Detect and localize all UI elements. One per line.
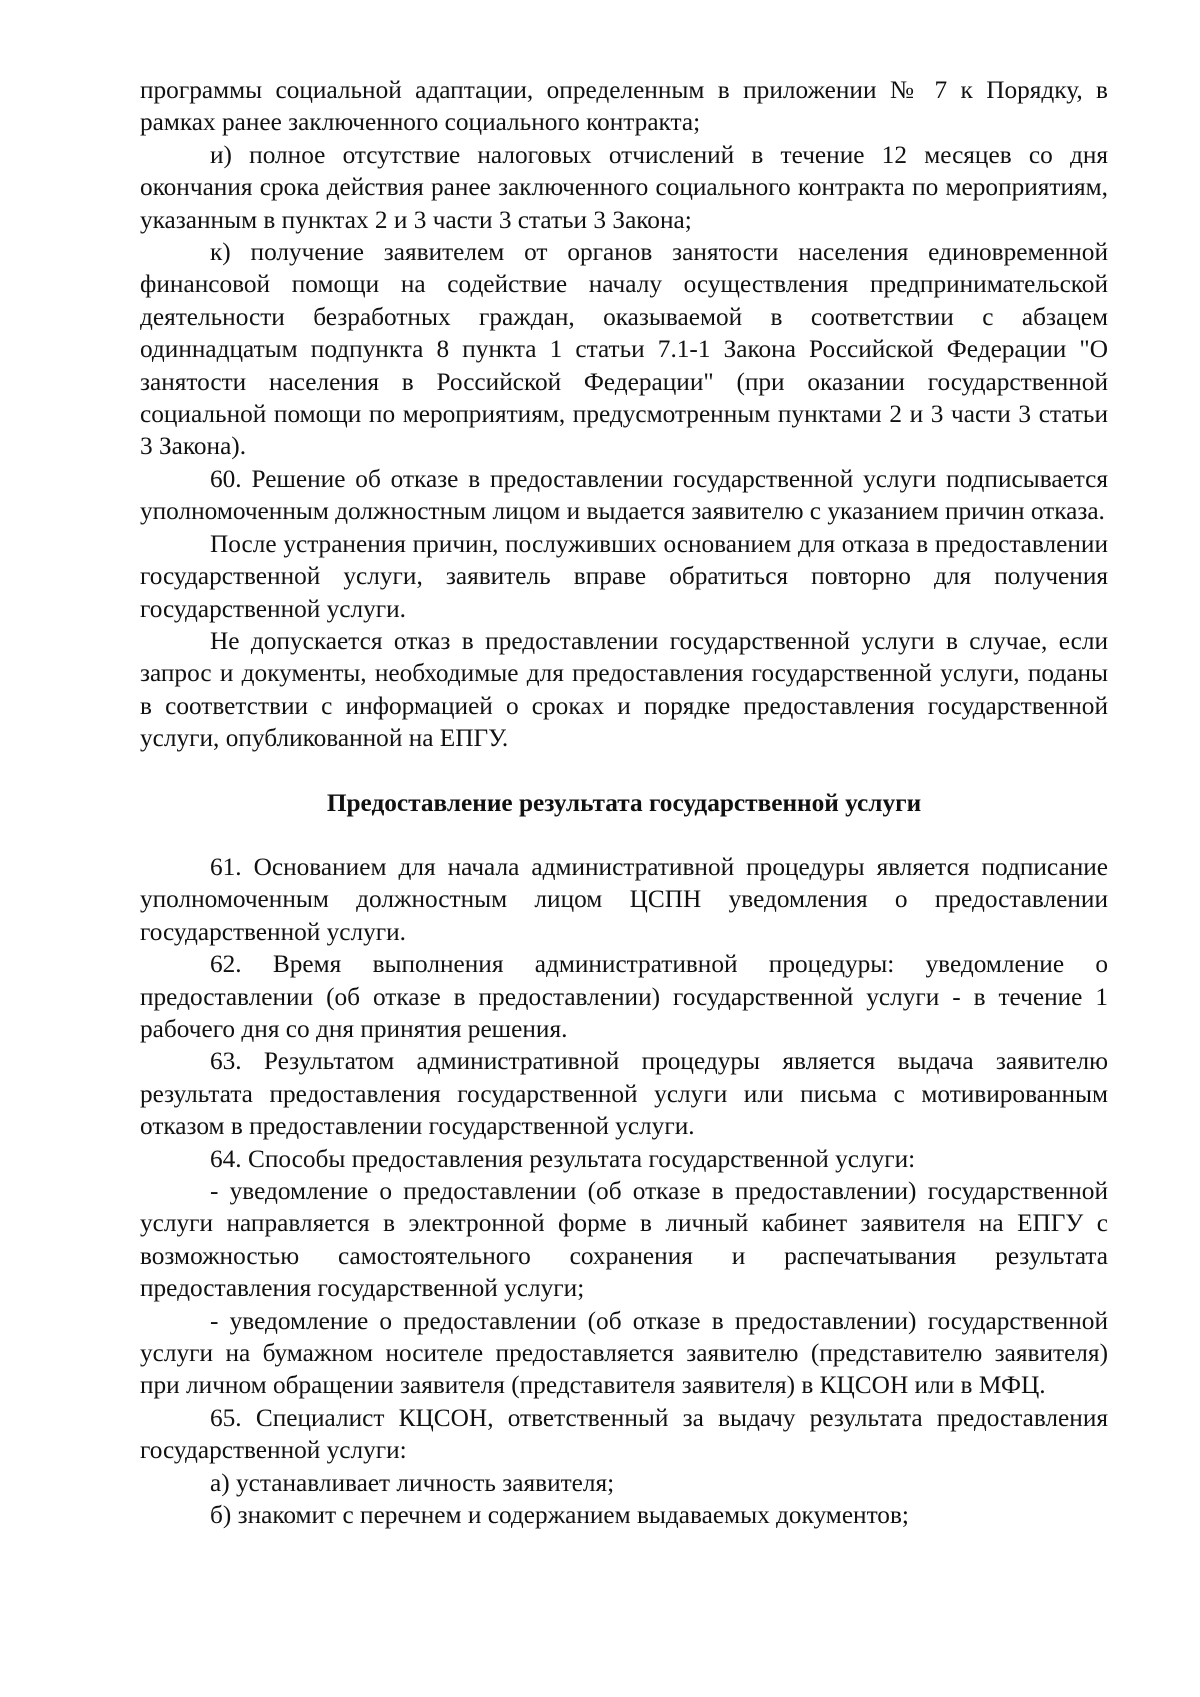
paragraph-item-i: и) полное отсутствие налоговых отчислений в течение 12 месяцев со дня окончания срока действия ранее заключенного социального контракта по мероприятиям, указанным в пунктах 2 и 3 части 3 статьи 3 Закона; xyxy=(140,140,1108,234)
paragraph-60: 60. Решение об отказе в предоставлении государственной услуги подписывается уполномоченным должностным лицом и выдается заявителю с указанием причин отказа. xyxy=(140,464,1108,526)
paragraph-64: 64. Способы предоставления результата государственной услуги: xyxy=(210,1144,916,1173)
document-page xyxy=(140,74,1108,1531)
paragraph-64-electronic: - уведомление о предоставлении (об отказе в предоставлении) государственной услуги направляется в электронной форме в личный кабинет заявителя на ЕПГУ с возможностью самостоятельного сохранения и распечатывания результата предоставления государственной услуги; xyxy=(140,1177,1108,1303)
paragraph-item-k: к) получение заявителем от органов занятости населения единовременной финансовой помощи на содействие началу осуществления предпринимательской деятельности безработных граждан, оказываемой в соответствии с абзацем одиннадцатым подпункта 8 пункта 1 статьи 7.1-1 Закона Российской Федерации "О занятости населения в Российской Федерации" (при оказании государственной социальной помощи по мероприятиям, предусмотренным пунктами 2 и 3 части 3 статьи 3 Закона). xyxy=(140,238,1108,461)
paragraph-60-repeat: После устранения причин, послуживших основанием для отказа в предоставлении государственной услуги, заявитель вправе обратиться повторно для получения государственной услуги. xyxy=(140,529,1108,623)
paragraph-65-b: б) знакомит с перечнем и содержанием выдаваемых документов; xyxy=(210,1501,909,1530)
paragraph-60-no-refusal: Не допускается отказ в предоставлении государственной услуги в случае, если запрос и документы, необходимые для предоставления государственной услуги, поданы в соответствии с информацией о сроках и порядке предоставления государственной услуги, опубликованной на ЕПГУ. xyxy=(140,626,1108,753)
paragraph-65-a: а) устанавливает личность заявителя; xyxy=(210,1468,615,1497)
paragraph-64-paper: - уведомление о предоставлении (об отказе в предоставлении) государственной услуги на бумажном носителе предоставляется заявителю (представителю заявителя) при личном обращении заявителя (представителя заявителя) в КЦСОН или в МФЦ. xyxy=(140,1306,1108,1400)
paragraph-61: 61. Основанием для начала административной процедуры является подписание уполномоченным должностным лицом ЦСПН уведомления о предоставлении государственной услуги. xyxy=(140,852,1108,946)
paragraph-62: 62. Время выполнения административной процедуры: уведомление о предоставлении (об отказе в предоставлении) государственной услуги - в течение 1 рабочего дня со дня принятия решения. xyxy=(140,950,1108,1043)
paragraph-65: 65. Специалист КЦСОН, ответственный за выдачу результата предоставления государственной услуги: xyxy=(140,1403,1108,1465)
section-heading: Предоставление результата государственной услуги xyxy=(326,788,922,817)
paragraph-63: 63. Результатом административной процедуры является выдача заявителю результата предоставления государственной услуги или письма с мотивированным отказом в предоставлении государственной услуги. xyxy=(140,1047,1108,1141)
paragraph-continuation: программы социальной адаптации, определенным в приложении № 7 к Порядку, в рамках ранее заключенного социального контракта; xyxy=(140,76,1108,137)
